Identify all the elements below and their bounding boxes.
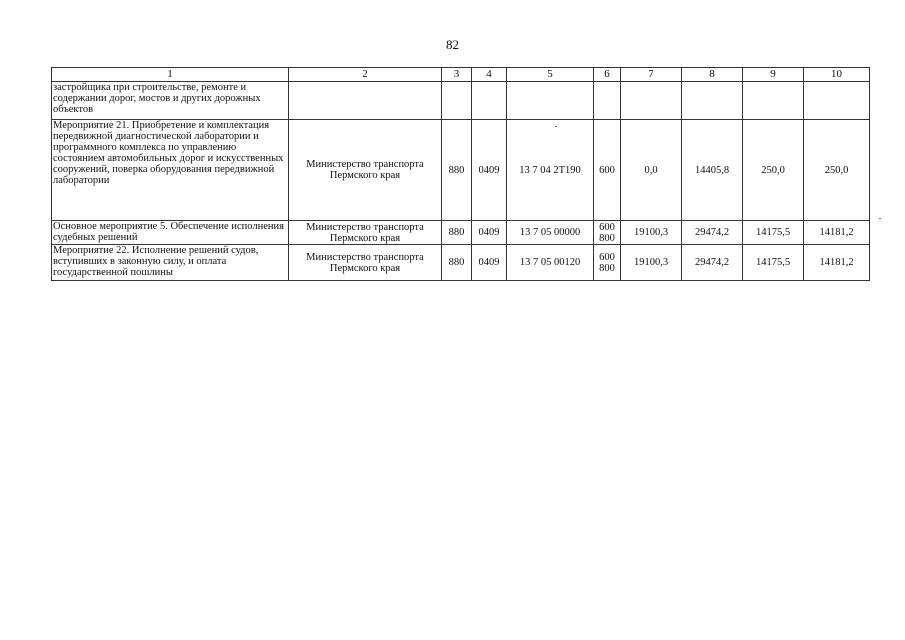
amount-cell: 29474,2 (682, 245, 743, 281)
code-cell: 13 7 05 00000 (507, 221, 594, 245)
column-header: 3 (442, 68, 472, 82)
amount-cell (621, 82, 682, 120)
code-cell: 880 (442, 221, 472, 245)
amount-cell: 0,0 (621, 120, 682, 221)
column-header: 8 (682, 68, 743, 82)
column-header: 1 (52, 68, 289, 82)
activity-name: Мероприятие 21. Приобретение и комплектация передвижной диагностической лаборатории и программного комплекса по управлению состоянием автомобильных дорог и искусственных сооружений, поверка оборудования передвижной лаборатории (52, 120, 289, 221)
ministry-cell: Министерство транспорта Пермского края (289, 120, 442, 221)
column-header: 6 (594, 68, 621, 82)
code-value: 800 (599, 262, 615, 274)
code-cell: 880 (442, 120, 472, 221)
ministry-cell (289, 82, 442, 120)
amount-cell: 14175,5 (743, 245, 804, 281)
amount-cell: 29474,2 (682, 221, 743, 245)
ministry-cell: Министерство транспорта Пермского края (289, 245, 442, 281)
column-header: 9 (743, 68, 804, 82)
code-cell (594, 245, 621, 281)
amount-cell (743, 82, 804, 120)
amount-cell: 250,0 (743, 120, 804, 221)
page-number: 82 (446, 37, 459, 52)
table-row (52, 221, 870, 245)
activity-name: застройщика при строительстве, ремонте и содержании дорог, мостов и других дорожных объектов (52, 82, 289, 120)
code-cell: 0409 (472, 245, 507, 281)
amount-cell: 19100,3 (621, 245, 682, 281)
code-cell: 0409 (472, 120, 507, 221)
code-cell: 13 7 05 00120 (507, 245, 594, 281)
code-value: 600 (599, 164, 615, 176)
amount-cell: 14181,2 (804, 221, 870, 245)
amount-cell: 14405,8 (682, 120, 743, 221)
table-row (52, 82, 870, 120)
column-header: 7 (621, 68, 682, 82)
table-row (52, 245, 870, 281)
column-header: 10 (804, 68, 870, 82)
table-row (52, 120, 870, 221)
amount-cell: 250,0 (804, 120, 870, 221)
table-header-row (52, 68, 870, 82)
activity-name: Основное мероприятие 5. Обеспечение исполнения судебных решений (52, 221, 289, 245)
code-value: 600 (599, 251, 615, 263)
code-value: 800 (599, 232, 615, 244)
activity-name: Мероприятие 22. Исполнение решений судов, вступивших в законную силу, и оплата государственной пошлины (52, 245, 289, 281)
code-cell: 880 (442, 245, 472, 281)
code-value: 600 (599, 221, 615, 233)
code-cell (507, 82, 594, 120)
code-cell (442, 82, 472, 120)
scan-speck (879, 218, 881, 219)
amount-cell: 14181,2 (804, 245, 870, 281)
code-cell: 0409 (472, 221, 507, 245)
budget-table (51, 67, 870, 281)
amount-cell (804, 82, 870, 120)
column-header: 4 (472, 68, 507, 82)
ministry-cell: Министерство транспорта Пермского края (289, 221, 442, 245)
amount-cell (682, 82, 743, 120)
code-cell (594, 221, 621, 245)
scan-speck (555, 126, 557, 127)
column-header: 2 (289, 68, 442, 82)
code-cell: 13 7 04 2Т190 (507, 120, 594, 221)
amount-cell: 14175,5 (743, 221, 804, 245)
column-header: 5 (507, 68, 594, 82)
code-cell (472, 82, 507, 120)
code-cell (594, 82, 621, 120)
amount-cell: 19100,3 (621, 221, 682, 245)
code-cell (594, 120, 621, 221)
